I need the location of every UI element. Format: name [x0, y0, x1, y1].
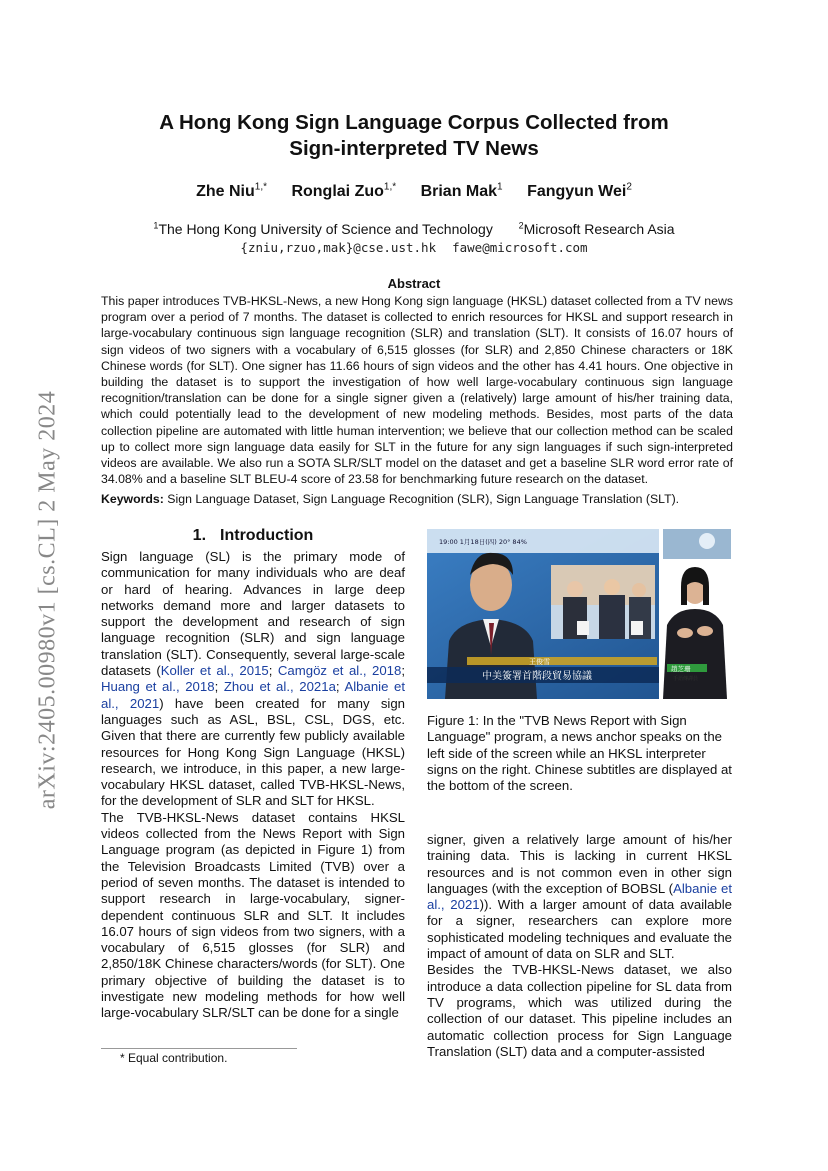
- author: Ronglai Zuo$^{1,*}$: [291, 182, 397, 201]
- affiliations: [0, 220, 828, 237]
- citation-link[interactable]: Zhou et al., 2021a: [223, 679, 336, 695]
- paragraph: signer, given a relatively large amount of his/her training data. This is lacking in current HKSL resources and is not common even in other sign languages (with the exception of BOBSL (Albanie et al., 2021)). With a larger amount of data available for a signer, researchers can explore more sophisticated modeling techniques and evaluate the impact of amount of data on SLR and SLT.: [427, 832, 733, 962]
- citation-link[interactable]: Camgöz et al., 2018: [277, 663, 402, 679]
- email[interactable]: fawe@microsoft.com: [452, 240, 588, 255]
- signer-name-caption: 趙芝珊: [671, 665, 691, 673]
- section-title: Introduction: [220, 527, 314, 544]
- author: Fangyun Wei$^2$: [527, 182, 632, 201]
- abstract-text: This paper introduces TVB-HKSL-News, a new Hong Kong sign language (HKSL) dataset collected from a TV news program over a period of 7 months. The dataset is collected to enrich resources for HKSL and support research in large-vocabulary continuous sign language recognition (SLR) and translation (SLT). It consists of 16.07 hours of sign videos of two signers with a vocabulary of 6,515 glosses (for SLR) and 2,850 Chinese characters or 18K Chinese words (for SLT). One signer has 11.66 hours of sign videos and the other has 4.41 hours. One objective in building the dataset is to support the investigation of how well large-vocabulary continuous sign language recognition/translation can be done for a single signer given a (relatively) large amount of his/her training data, which could potentially lead to the development of new modeling methods. Besides, most parts of the data collection pipeline are automated with little human intervention; we believe that our collection method can be scaled up to collect more sign language data easily for SLT in the future for any sign languages if such sign-interpreted videos are available. We also run a SOTA SLR/SLT model on the dataset and get a baseline SLR word error rate of 34.08% and a baseline SLT BLEU-4 score of 23.58 for benchmarking future research on the dataset.: [101, 294, 733, 487]
- footnote: * Equal contribution.: [120, 1051, 228, 1065]
- title-line-1: A Hong Kong Sign Language Corpus Collected from: [159, 111, 669, 134]
- left-column: [101, 549, 405, 1022]
- paragraph: Sign language (SL) is the primary mode of communication for many individuals who are deaf or hard of hearing. Advances in large deep networks demand more and larger datasets to support the development and research of sign language recognition (SLR) and sign language translation (SLT). Consequently, several large-scale datasets (Koller et al., 2015; Camgöz et al., 2018; Huang et al., 2018; Zhou et al., 2021a; Albanie et al., 2021) have been created for many sign languages such as ASL, BSL, CSL, DGS, etc. Given that there are currently few publicly available resources for Hong Kong Sign Language (HKSL) research, we introduce, in this paper, a new large-vocabulary HKSL dataset, called TVB-HKSL-News, for the development of SLR and SLT for HKSL.: [101, 549, 406, 809]
- footnote-rule: [101, 1048, 297, 1049]
- paragraph: Besides the TVB-HKSL-News dataset, we also introduce a data collection pipeline for SL data from TV programs, which was utilized during the collection of our dataset. This pipeline includes an automatic collection process for Sign Language Translation (SLT) data and a computer-assisted: [427, 962, 732, 1059]
- section-heading: [101, 527, 405, 545]
- keywords-label: Keywords:: [101, 492, 164, 506]
- section-number: 1.: [192, 527, 207, 544]
- author: Zhe Niu$^{1,*}$: [196, 182, 267, 201]
- arxiv-id: arXiv:2405.00980v1 [cs.CL] 2 May 2024: [34, 390, 61, 810]
- citation-link[interactable]: Albanie et al., 2021: [427, 880, 733, 913]
- citation-link[interactable]: Koller et al., 2015: [160, 663, 269, 679]
- arxiv-sidebar: [28, 360, 68, 840]
- abstract-heading: Abstract: [387, 276, 441, 291]
- author-list: [0, 182, 828, 201]
- broadcast-time-bar: 19:00 1月18日(四) 20° 84%: [439, 538, 527, 546]
- figure-1-image: [427, 529, 731, 699]
- right-column: [427, 832, 732, 1060]
- email[interactable]: {zniu,rzuo,mak}@cse.ust.hk: [240, 240, 437, 255]
- author: Brian Mak$^1$: [420, 182, 503, 201]
- citation-link[interactable]: Albanie et al., 2021: [101, 679, 406, 711]
- paragraph: The TVB-HKSL-News dataset contains HKSL videos collected from the News Report with Sign Language program (as depicted in Figure 1) from the Television Broadcasts Limited (TVB) over a period of seven months. The dataset is intended to support research in large-vocabulary, signer-dependent continuous SLR and SLT. It includes 16.07 hours of sign videos from two signers, with a vocabulary of 6,515 glosses (for SLR) and 2,850/18K Chinese characters/words (for SLT). One primary objective of building the dataset is to investigate new modeling methods for how well large-vocabulary SLR/SLT can be done for a single: [101, 809, 405, 1021]
- paper-title: [0, 110, 828, 162]
- keywords-text: Sign Language Dataset, Sign Language Recognition (SLR), Sign Language Translation (SLT).: [163, 492, 680, 506]
- affiliation: $^1$The Hong Kong University of Science and Technology: [153, 220, 493, 237]
- anchor-name-caption: 王俊雪: [529, 658, 550, 666]
- figure-1-caption: Figure 1: In the "TVB News Report with Sign Language" program, a news anchor speaks on the left side of the screen while an HKSL interpreter signs on the right. Chinese subtitles are displayed at the bottom of the screen.: [427, 713, 732, 794]
- citation-link[interactable]: Huang et al., 2018: [101, 679, 215, 695]
- chinese-subtitle: 中美簽署首階段貿易協議: [482, 671, 592, 682]
- tvb-logo-icon: [699, 533, 715, 549]
- title-line-2: Sign-interpreted TV News: [289, 137, 539, 160]
- signer-role-caption: 手語傳譯員: [673, 676, 699, 682]
- affiliation: $^2$Microsoft Research Asia: [518, 220, 675, 237]
- keywords: [101, 492, 733, 506]
- author-emails: [0, 240, 828, 255]
